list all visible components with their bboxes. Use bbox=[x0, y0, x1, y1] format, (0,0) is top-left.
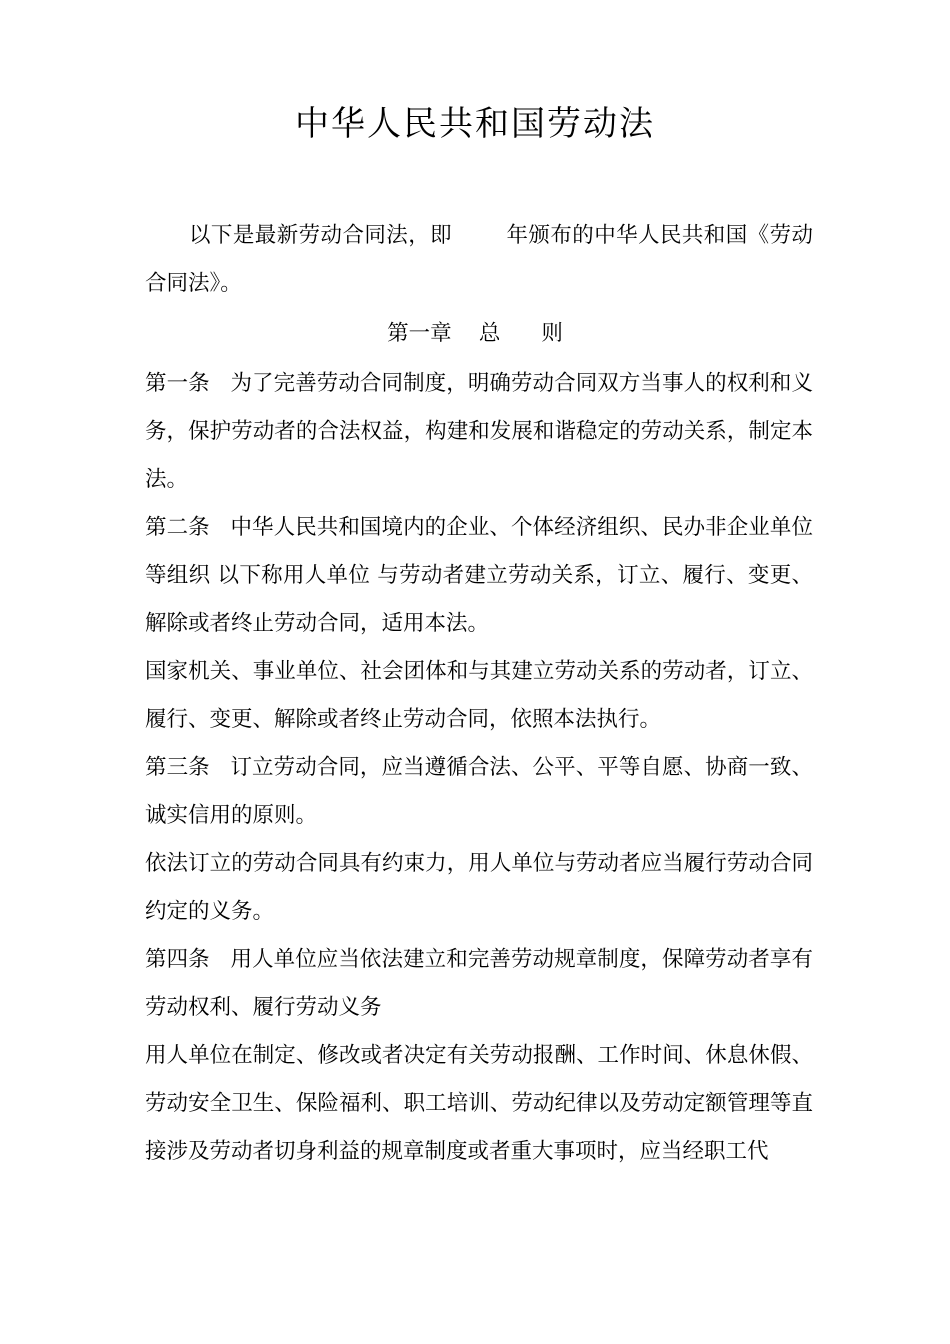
article-text: 用人单位在制定、修改或者决定有关劳动报酬、工作时间、休息休假、劳动安全卫生、保险福利、职工培训、劳动纪律以及劳动定额管理等直接涉及劳动者切身利益的规章制度或者重大事项时，应当经职工代 bbox=[145, 1043, 813, 1164]
article-text: 中华人民共和国境内的企业、个体经济组织、民办非企业单位等组织 以下称用人单位 与劳动者建立劳动关系，订立、履行、变更、解除或者终止劳动合同，适用本法。 bbox=[145, 515, 813, 636]
article-4-clause-paragraph bbox=[145, 1032, 813, 1176]
articles-section bbox=[145, 360, 813, 1176]
intro-text-before-year: 以下是最新劳动合同法，即 bbox=[189, 223, 453, 248]
document-title: 中华人民共和国劳动法 bbox=[295, 104, 655, 144]
article-4-paragraph bbox=[145, 936, 813, 1032]
article-text: 依法订立的劳动合同具有约束力，用人单位与劳动者应当履行劳动合同约定的义务。 bbox=[145, 851, 813, 924]
article-3-paragraph bbox=[145, 744, 813, 840]
article-heading: 第三条 bbox=[145, 755, 210, 780]
article-2-paragraph bbox=[145, 504, 813, 648]
article-1-paragraph bbox=[145, 360, 813, 504]
article-text: 用人单位应当依法建立和完善劳动规章制度，保障劳动者享有劳动权利、履行劳动义务 bbox=[145, 947, 813, 1020]
intro-text-after-year: 年颁布的中华人民共和国《劳动合同法》。 bbox=[145, 223, 813, 296]
article-3-clause-paragraph bbox=[145, 840, 813, 936]
article-heading: 第一条 bbox=[145, 371, 210, 396]
intro-paragraph bbox=[145, 212, 813, 308]
article-heading: 第二条 bbox=[145, 515, 210, 540]
article-2-clause-paragraph bbox=[145, 648, 813, 744]
article-heading: 第四条 bbox=[145, 947, 210, 972]
article-text: 为了完善劳动合同制度，明确劳动合同双方当事人的权利和义务，保护劳动者的合法权益，构建和发展和谐稳定的劳动关系，制定本法。 bbox=[145, 371, 813, 492]
chapter-heading: 第一章 总 则 bbox=[387, 321, 563, 346]
article-text: 国家机关、事业单位、社会团体和与其建立劳动关系的劳动者，订立、履行、变更、解除或者终止劳动合同，依照本法执行。 bbox=[145, 659, 813, 732]
article-text: 订立劳动合同，应当遵循合法、公平、平等自愿、协商一致、诚实信用的原则。 bbox=[145, 755, 813, 828]
